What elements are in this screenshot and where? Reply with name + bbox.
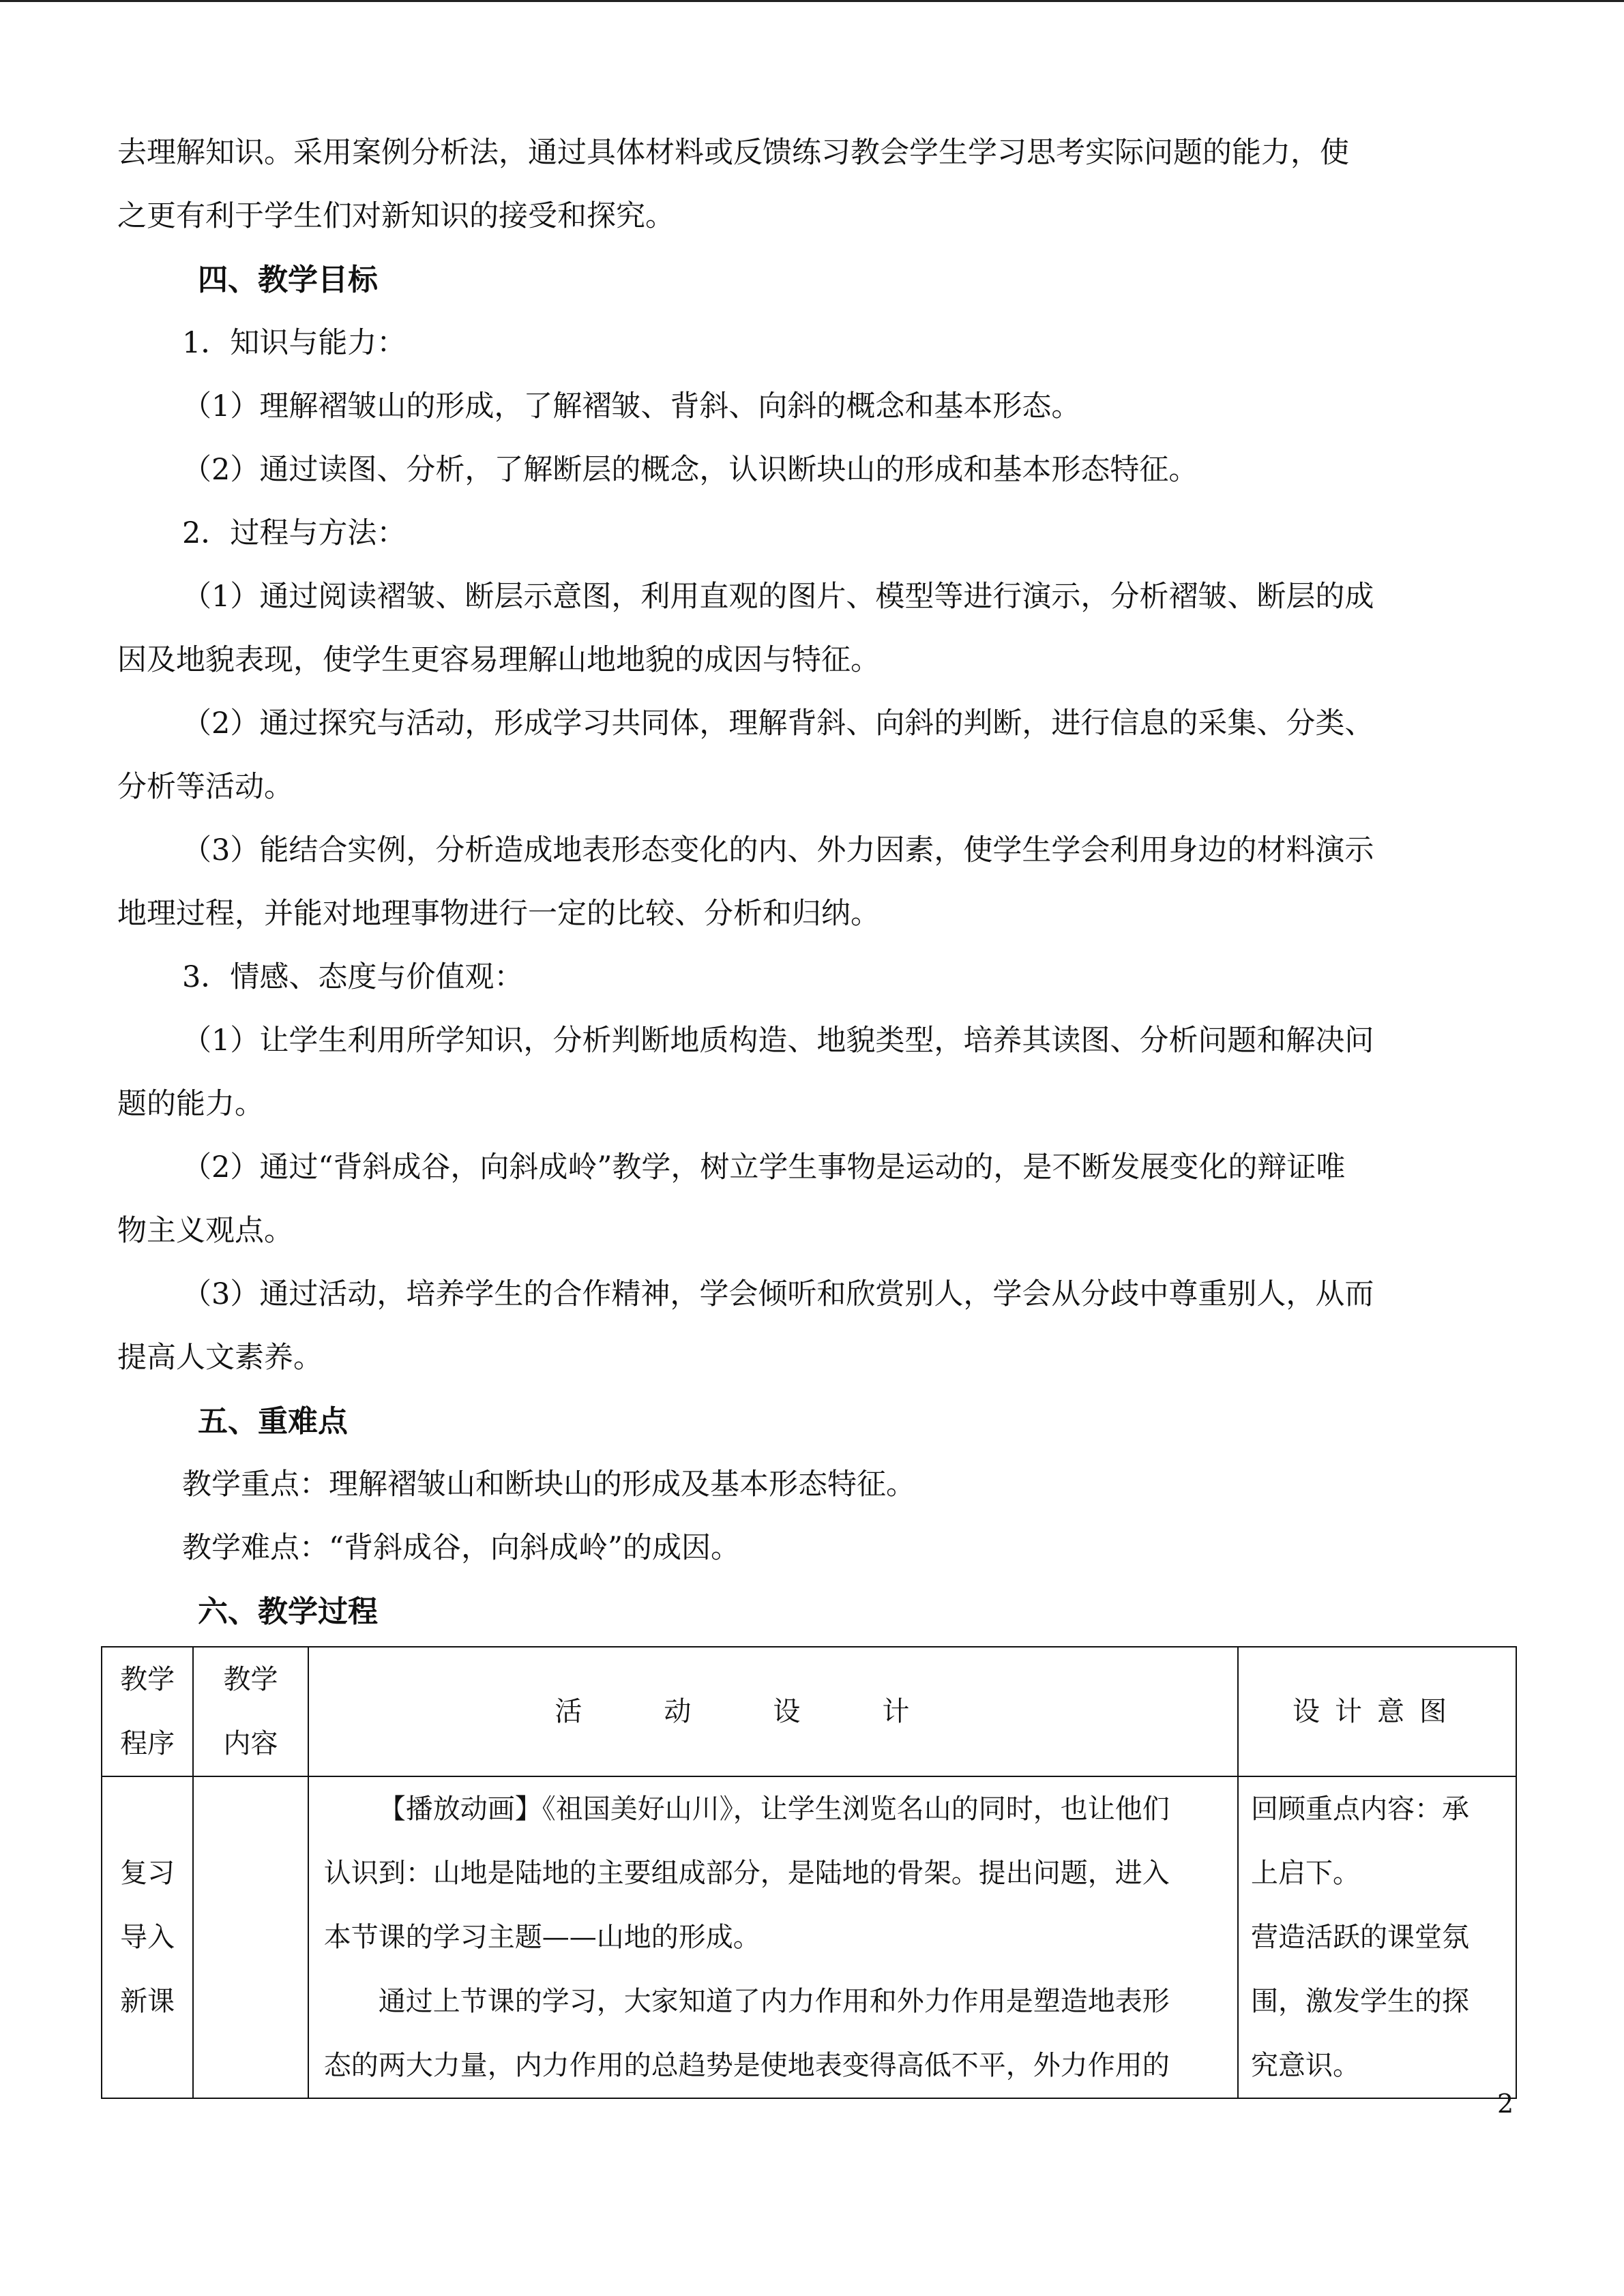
intent-line: 回顾重点内容：承 bbox=[1250, 1793, 1469, 1825]
objective-item-line: （3）通过活动，培养学生的合作精神，学会倾听和欣赏别人，学会从分歧中尊重别人，从而 bbox=[182, 1277, 1374, 1311]
header-program-line: 教学 bbox=[120, 1664, 175, 1695]
header-intent bbox=[1238, 1647, 1516, 1776]
objective-item: （1）理解褶皱山的形成，了解褶皱、背斜、向斜的概念和基本形态。 bbox=[182, 389, 1081, 423]
header-content-line: 内容 bbox=[223, 1728, 278, 1759]
objective-item-continuation: 地理过程，并能对地理事物进行一定的比较、分析和归纳。 bbox=[117, 897, 880, 931]
program-line: 新课 bbox=[120, 1986, 175, 2017]
intent-line: 围，激发学生的探 bbox=[1250, 1986, 1469, 2017]
intent-line: 营造活跃的课堂氛 bbox=[1250, 1922, 1469, 1953]
activity-line: 【播放动画】《祖国美好山川》，让学生浏览名山的同时，也让他们 bbox=[378, 1793, 1170, 1825]
objective-item-line: （2）通过探究与活动，形成学习共同体，理解背斜、向斜的判断，进行信息的采集、分类、 bbox=[182, 706, 1374, 741]
subsection-title-values: 3．情感、态度与价值观： bbox=[182, 960, 524, 994]
objective-item-continuation: 物主义观点。 bbox=[117, 1214, 293, 1248]
subsection-title-process: 2．过程与方法： bbox=[182, 516, 407, 550]
section-heading-objectives: 四、教学目标 bbox=[198, 263, 378, 297]
table-row bbox=[102, 1776, 1516, 2098]
activity-line: 通过上节课的学习，大家知道了内力作用和外力作用是塑造地表形 bbox=[378, 1986, 1170, 2017]
program-cell bbox=[102, 1776, 193, 2098]
header-content bbox=[193, 1647, 308, 1776]
intent-cell bbox=[1238, 1776, 1516, 2098]
intro-line-1: 去理解知识。采用案例分析法，通过具体材料或反馈练习教会学生学习思考实际问题的能力，使 bbox=[117, 136, 1349, 170]
table-header-row bbox=[102, 1647, 1516, 1776]
activity-line: 态的两大力量，内力作用的总趋势是使地表变得高低不平，外力作用的 bbox=[323, 2050, 1170, 2081]
header-activity bbox=[308, 1647, 1238, 1776]
objective-item: （2）通过读图、分析，了解断层的概念，认识断块山的形成和基本形态特征。 bbox=[182, 453, 1198, 487]
page-number: 2 bbox=[1497, 2089, 1514, 2119]
key-point-text: 教学重点：理解褶皱山和断块山的形成及基本形态特征。 bbox=[182, 1467, 915, 1502]
objective-item-continuation: 分析等活动。 bbox=[117, 770, 293, 804]
objective-item-line: （3）能结合实例，分析造成地表形态变化的内、外力因素，使学生学会利用身边的材料演示 bbox=[182, 833, 1374, 867]
header-activity-label: 活动设计 bbox=[555, 1696, 992, 1727]
objective-item-line: （1）通过阅读褶皱、断层示意图，利用直观的图片、模型等进行演示，分析褶皱、断层的成 bbox=[182, 580, 1374, 614]
difficult-point-text: 教学难点：“背斜成谷，向斜成岭”的成因。 bbox=[182, 1531, 740, 1565]
program-line: 导入 bbox=[120, 1922, 175, 1953]
section-heading-process: 六、教学过程 bbox=[198, 1594, 378, 1629]
subsection-title-knowledge: 1．知识与能力： bbox=[182, 326, 407, 360]
program-line: 复习 bbox=[120, 1858, 175, 1889]
activity-line: 本节课的学习主题——山地的形成。 bbox=[323, 1922, 761, 1953]
header-content-line: 教学 bbox=[223, 1664, 278, 1695]
header-program bbox=[102, 1647, 193, 1776]
objective-item-continuation: 因及地貌表现，使学生更容易理解山地地貌的成因与特征。 bbox=[117, 643, 880, 677]
header-intent-label: 设计意图 bbox=[1292, 1696, 1462, 1727]
page-top-border bbox=[0, 0, 1624, 2]
header-program-line: 程序 bbox=[120, 1728, 175, 1759]
document-body bbox=[117, 121, 1509, 1643]
activity-cell bbox=[308, 1776, 1238, 2098]
intent-line: 上启下。 bbox=[1250, 1858, 1360, 1889]
content-cell bbox=[193, 1776, 308, 2098]
section-heading-key-points: 五、重难点 bbox=[198, 1404, 348, 1439]
objective-item-line: （1）让学生利用所学知识，分析判断地质构造、地貌类型，培养其读图、分析问题和解决问 bbox=[182, 1024, 1374, 1058]
objective-item-continuation: 提高人文素养。 bbox=[117, 1341, 323, 1375]
teaching-process-table bbox=[101, 1646, 1517, 2099]
objective-item-line: （2）通过“背斜成谷，向斜成岭”教学，树立学生事物是运动的，是不断发展变化的辩证唯 bbox=[182, 1150, 1346, 1184]
intro-line-2: 之更有利于学生们对新知识的接受和探究。 bbox=[117, 199, 675, 233]
objective-item-continuation: 题的能力。 bbox=[117, 1087, 264, 1121]
activity-line: 认识到：山地是陆地的主要组成部分，是陆地的骨架。提出问题，进入 bbox=[323, 1858, 1170, 1889]
intent-line: 究意识。 bbox=[1250, 2050, 1360, 2081]
